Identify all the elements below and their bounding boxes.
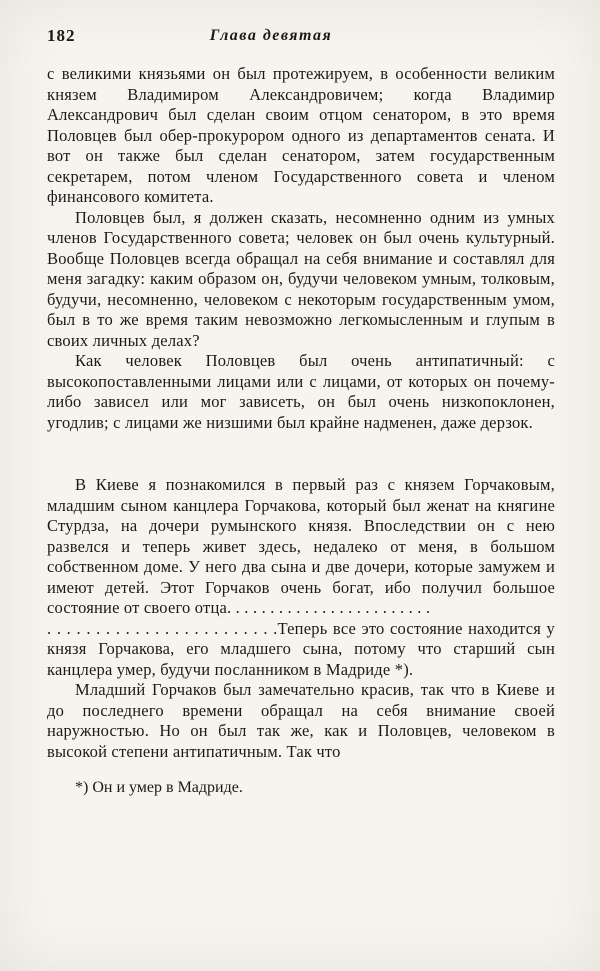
page-number: 182 [47, 26, 76, 45]
paragraph-6: Младший Горчаков был замечательно красив, так что в Киеве и до последнего времени обращал на себя внимание своей наружностью. Но он был так же, как и Половцев, человеком в высокой степени антипатичным. Так что [47, 680, 555, 761]
footnote: *) Он и умер в Мадриде. [75, 779, 243, 796]
body-text [47, 64, 555, 762]
page-header [47, 26, 555, 50]
running-title: Глава девятая [209, 27, 333, 44]
paragraph-3: Как человек Половцев был очень антипатичный: с высокопоставленными лицами или с лицами, от которых он почему-либо зависел или мог зависеть, он был очень низкопоклонен, угодлив; с лицами же низшими был крайне надменен, даже дерзок. [47, 351, 555, 432]
paragraph-2: Половцев был, я должен сказать, несомненно одним из умных членов Государственного совета; человек он был очень культурный. Вообще Половцев всегда обращал на себя внимание и составлял для меня загадку: каким образом он, будучи человеком умным, толковым, будучи, несомненно, человеком с некоторым государственным умом, был в то же время таким невозможно легкомысленным и глупым в своих личных делах? [47, 207, 555, 350]
paragraph-1: с великими князьями он был протежируем, в особенности великим князем Владимиром Александровичем; когда Владимир Александрович был сделан своим отцом сенатором, в это время Половцев был обер-прокурором одного из департаментов сената. И вот он также был сделан сенатором, затем государственным секретарем, потом членом Государственного совета и членом финансового комитета. [47, 64, 555, 206]
paragraph-4: В Киеве я познакомился в первый раз с князем Горчаковым, младшим сыном канцлера Горчакова, который был женат на княгине Стурдза, на дочери румынского князя. Впоследствии он с нею развелся и теперь живет здесь, недалеко от меня, в большом собственном доме. У него два сына и две дочери, которые замужем и имеют детей. Этот Горчаков очень богат, ибо получил большое состояние от своего отца. . . . . . . . . . . . . . . . . . . . . . . . [47, 475, 555, 617]
paragraph-5: . . . . . . . . . . . . . . . . . . . . . . . .Теперь все это состояние находится у князя Горчакова, его младшего сына, потому что старший сын канцлера умер, будучи посланником в Мадриде *). [47, 618, 555, 679]
